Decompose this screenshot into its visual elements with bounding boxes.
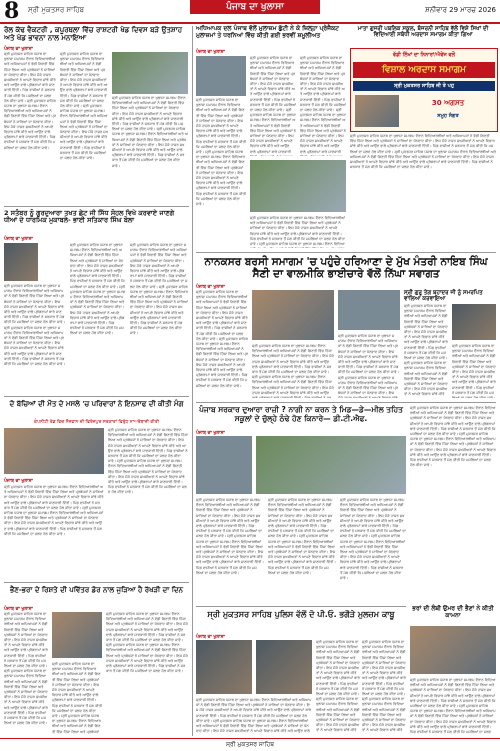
story-5-body: ਸ੍ਰੀ ਮੁਕਤਸਰ ਸਾਹਿਬ ਪੰਜਾਬ ਦਾ ਖੁਲਾਸਾ ਸਮਾਗਮ ਦੌਰਾਨ ਵਿਦਿਆਰਥੀਆਂ ਅਤੇ ਅਧਿਆਪਕਾਂ ਨੇ ਵੱਡੀ ਗਿਣਤੀ ਵਿੱਚ ਹਿੱਸਾ ਲਿਆ ਅਤੇ ਪ੍ਰਬੰਧਕਾਂ ਨੇ ਸਾਰਿਆਂ ਦਾ ਧੰਨਵਾਦ ਕੀਤਾ। ਇਸ ਮੌਕੇ ਹਾਜ਼ਰ ਸ਼ਖਸੀਅਤਾਂ ਨੇ ਆਪਣੇ ਵਿਚਾਰ ਸਾਂਝੇ ਕੀਤੇ ਅਤੇ ਆਉਣ ਵਾਲੇ ਪ੍ਰੋਗਰਾਮਾਂ ਬਾਰੇ ਜਾਣਕਾਰੀ ਦਿੱਤੀ। ਪਿੰਡ ਵਾਸੀਆਂ ਨੇ ਸਰਕਾਰ ਤੋਂ ਮੰਗ ਕੀਤੀ ਕਿ ਮਸਲਿਆਂ ਦਾ ਜਲਦ ਹੱਲ ਕੀਤਾ ਜਾਵੇ। ਸ੍ਰੀ ਮੁਕਤਸਰ ਸਾਹਿਬ ਪੰਜਾਬ ਦਾ ਖੁਲਾਸਾ ਸਮਾਗਮ ਦੌਰਾਨ ਵਿਦਿਆਰਥੀਆਂ ਅਤੇ ਅਧਿਆਪਕਾਂ ਨੇ ਵੱਡੀ ਗਿਣਤੀ ਵਿੱਚ ਹਿੱਸਾ ਲਿਆ ਅਤੇ ਪ੍ਰਬੰਧਕਾਂ ਨੇ ਸਾਰਿਆਂ ਦਾ ਧੰਨਵਾਦ ਕੀਤਾ। ਇਸ ਮੌਕੇ ਹਾਜ਼ਰ ਸ਼ਖਸੀਅਤਾਂ ਨੇ ਆਪਣੇ ਵਿਚਾਰ ਸਾਂਝੇ ਕੀਤੇ ਅਤੇ ਆਉਣ ਵਾਲੇ ਪ੍ਰੋਗਰਾਮਾਂ ਬਾਰੇ ਜਾਣਕਾਰੀ ਦਿੱਤੀ। ਪਿੰਡ ਵਾਸੀਆਂ ਨੇ ਸਰਕਾਰ ਤੋਂ ਮੰਗ ਕੀਤੀ ਕਿ ਮਸਲਿਆਂ ਦਾ ਜਲਦ ਹੱਲ ਕੀਤਾ ਜਾਵੇ।	[4, 612, 48, 726]
ad-date: 30 ਅਗਸਤ	[431, 99, 465, 107]
sports-day-photo	[112, 52, 188, 94]
edition-city: ਸ੍ਰੀ ਮੁਕਤਸਰ ਸਾਹਿਬ	[28, 6, 85, 14]
story-7-headline: ਪੰਜਾਬ ਸਰਕਾਰ ਦੁਆਰਾ ਰਾਜ਼ੀ ? ਨਾਗੀ ਨਾ ਕਰਨ ਤੇ ਮਿਡ—ਡੇ—ਮੀਲ ਤਹਿਤ ਸਕੂਲਾਂ ਦੇ ਚੁੱਲ੍ਹੇ ਠੰਢੇ ਹੋਣ ਕਿਨਾਰੇ— ਡੀ.ਟੀ.ਐਫ.	[199, 405, 403, 423]
story-1-byline: ਪੰਜਾਬ ਦਾ ਖੁਲਾਸਾ	[4, 47, 33, 52]
story-1-body: ਸ੍ਰੀ ਮੁਕਤਸਰ ਸਾਹਿਬ ਪੰਜਾਬ ਦਾ ਖੁਲਾਸਾ ਸਮਾਗਮ ਦੌਰਾਨ ਵਿਦਿਆਰਥੀਆਂ ਅਤੇ ਅਧਿਆਪਕਾਂ ਨੇ ਵੱਡੀ ਗਿਣਤੀ ਵਿੱਚ ਹਿੱਸਾ ਲਿਆ ਅਤੇ ਪ੍ਰਬੰਧਕਾਂ ਨੇ ਸਾਰਿਆਂ ਦਾ ਧੰਨਵਾਦ ਕੀਤਾ। ਇਸ ਮੌਕੇ ਹਾਜ਼ਰ ਸ਼ਖਸੀਅਤਾਂ ਨੇ ਆਪਣੇ ਵਿਚਾਰ ਸਾਂਝੇ ਕੀਤੇ ਅਤੇ ਆਉਣ ਵਾਲੇ ਪ੍ਰੋਗਰਾਮਾਂ ਬਾਰੇ ਜਾਣਕਾਰੀ ਦਿੱਤੀ। ਪਿੰਡ ਵਾਸੀਆਂ ਨੇ ਸਰਕਾਰ ਤੋਂ ਮੰਗ ਕੀਤੀ ਕਿ ਮਸਲਿਆਂ ਦਾ ਜਲਦ ਹੱਲ ਕੀਤਾ ਜਾਵੇ। ਸ੍ਰੀ ਮੁਕਤਸਰ ਸਾਹਿਬ ਪੰਜਾਬ ਦਾ ਖੁਲਾਸਾ ਸਮਾਗਮ ਦੌਰਾਨ ਵਿਦਿਆਰਥੀਆਂ ਅਤੇ ਅਧਿਆਪਕਾਂ ਨੇ ਵੱਡੀ ਗਿਣਤੀ ਵਿੱਚ ਹਿੱਸਾ ਲਿਆ ਅਤੇ ਪ੍ਰਬੰਧਕਾਂ ਨੇ ਸਾਰਿਆਂ ਦਾ ਧੰਨਵਾਦ ਕੀਤਾ। ਇਸ ਮੌਕੇ ਹਾਜ਼ਰ ਸ਼ਖਸੀਅਤਾਂ ਨੇ ਆਪਣੇ ਵਿਚਾਰ ਸਾਂਝੇ ਕੀਤੇ ਅਤੇ ਆਉਣ ਵਾਲੇ ਪ੍ਰੋਗਰਾਮਾਂ ਬਾਰੇ ਜਾਣਕਾਰੀ ਦਿੱਤੀ। ਪਿੰਡ ਵਾਸੀਆਂ ਨੇ ਸਰਕਾਰ ਤੋਂ ਮੰਗ ਕੀਤੀ ਕਿ ਮਸਲਿਆਂ ਦਾ ਜਲਦ ਹੱਲ ਕੀਤਾ ਜਾਵੇ।	[4, 52, 56, 150]
story-11-headline: ਮਾਤਾ ਗੁਜਰੀ ਪਬਲਿਕ ਸਕੂਲ, ਬੰਜਰਨੀ ਸਾਹਿਬ ਵੱਲੋਂ ਵਿਸ਼ੇ ਸਿਖਾਂ ਦੀ ਵਿਦਿਆਈ ਸਬੰਧੀ ਅਰਦਾਸ ਸਮਾਗਮ ਕੀਤਾ ਗਿਆ	[357, 26, 489, 39]
divider	[4, 206, 189, 207]
story-7-body-col3: ਸ੍ਰੀ ਮੁਕਤਸਰ ਸਾਹਿਬ ਪੰਜਾਬ ਦਾ ਖੁਲਾਸਾ ਸਮਾਗਮ ਦੌਰਾਨ ਵਿਦਿਆਰਥੀਆਂ ਅਤੇ ਅਧਿਆਪਕਾਂ ਨੇ ਵੱਡੀ ਗਿਣਤੀ ਵਿੱਚ ਹਿੱਸਾ ਲਿਆ ਅਤੇ ਪ੍ਰਬੰਧਕਾਂ ਨੇ ਸਾਰਿਆਂ ਦਾ ਧੰਨਵਾਦ ਕੀਤਾ। ਇਸ ਮੌਕੇ ਹਾਜ਼ਰ ਸ਼ਖਸੀਅਤਾਂ ਨੇ ਆਪਣੇ ਵਿਚਾਰ ਸਾਂਝੇ ਕੀਤੇ ਅਤੇ ਆਉਣ ਵਾਲੇ ਪ੍ਰੋਗਰਾਮਾਂ ਬਾਰੇ ਜਾਣਕਾਰੀ ਦਿੱਤੀ। ਪਿੰਡ ਵਾਸੀਆਂ ਨੇ ਸਰਕਾਰ ਤੋਂ ਮੰਗ ਕੀਤੀ ਕਿ ਮਸਲਿਆਂ ਦਾ ਜਲਦ ਹੱਲ ਕੀਤਾ ਜਾਵੇ। ਸ੍ਰੀ ਮੁਕਤਸਰ ਸਾਹਿਬ ਪੰਜਾਬ ਦਾ ਖੁਲਾਸਾ ਸਮਾਗਮ ਦੌਰਾਨ ਵਿਦਿਆਰਥੀਆਂ ਅਤੇ ਅਧਿਆਪਕਾਂ ਨੇ ਵੱਡੀ ਗਿਣਤੀ ਵਿੱਚ ਹਿੱਸਾ ਲਿਆ ਅਤੇ ਪ੍ਰਬੰਧਕਾਂ ਨੇ ਸਾਰਿਆਂ ਦਾ ਧੰਨਵਾਦ ਕੀਤਾ। ਇਸ ਮੌਕੇ ਹਾਜ਼ਰ ਸ਼ਖਸੀਅਤਾਂ ਨੇ ਆਪਣੇ ਵਿਚਾਰ ਸਾਂਝੇ ਕੀਤੇ ਅਤੇ ਆਉਣ ਵਾਲੇ ਪ੍ਰੋਗਰਾਮਾਂ ਬਾਰੇ ਜਾਣਕਾਰੀ ਦਿੱਤੀ। ਪਿੰਡ ਵਾਸੀਆਂ ਨੇ ਸਰਕਾਰ ਤੋਂ ਮੰਗ ਕੀਤੀ ਕਿ ਮਸਲਿਆਂ ਦਾ ਜਲਦ ਹੱਲ ਕੀਤਾ ਜਾਵੇ।	[340, 498, 406, 581]
story-7-body-col4: ਸ੍ਰੀ ਮੁਕਤਸਰ ਸਾਹਿਬ ਪੰਜਾਬ ਦਾ ਖੁਲਾਸਾ ਸਮਾਗਮ ਦੌਰਾਨ ਵਿਦਿਆਰਥੀਆਂ ਅਤੇ ਅਧਿਆਪਕਾਂ ਨੇ ਵੱਡੀ ਗਿਣਤੀ ਵਿੱਚ ਹਿੱਸਾ ਲਿਆ ਅਤੇ ਪ੍ਰਬੰਧਕਾਂ ਨੇ ਸਾਰਿਆਂ ਦਾ ਧੰਨਵਾਦ ਕੀਤਾ। ਇਸ ਮੌਕੇ ਹਾਜ਼ਰ ਸ਼ਖਸੀਅਤਾਂ ਨੇ ਆਪਣੇ ਵਿਚਾਰ ਸਾਂਝੇ ਕੀਤੇ ਅਤੇ ਆਉਣ ਵਾਲੇ ਪ੍ਰੋਗਰਾਮਾਂ ਬਾਰੇ ਜਾਣਕਾਰੀ ਦਿੱਤੀ। ਪਿੰਡ ਵਾਸੀਆਂ ਨੇ ਸਰਕਾਰ ਤੋਂ ਮੰਗ ਕੀਤੀ ਕਿ ਮਸਲਿਆਂ ਦਾ ਜਲਦ ਹੱਲ ਕੀਤਾ ਜਾਵੇ। ਸ੍ਰੀ ਮੁਕਤਸਰ ਸਾਹਿਬ ਪੰਜਾਬ ਦਾ ਖੁਲਾਸਾ ਸਮਾਗਮ ਦੌਰਾਨ ਵਿਦਿਆਰਥੀਆਂ ਅਤੇ ਅਧਿਆਪਕਾਂ ਨੇ ਵੱਡੀ ਗਿਣਤੀ ਵਿੱਚ ਹਿੱਸਾ ਲਿਆ ਅਤੇ ਪ੍ਰਬੰਧਕਾਂ ਨੇ ਸਾਰਿਆਂ ਦਾ ਧੰਨਵਾਦ ਕੀਤਾ। ਇਸ ਮੌਕੇ ਹਾਜ਼ਰ ਸ਼ਖਸੀਅਤਾਂ ਨੇ ਆਪਣੇ ਵਿਚਾਰ ਸਾਂਝੇ ਕੀਤੇ ਅਤੇ ਆਉਣ ਵਾਲੇ ਪ੍ਰੋਗਰਾਮਾਂ ਬਾਰੇ ਜਾਣਕਾਰੀ ਦਿੱਤੀ। ਪਿੰਡ ਵਾਸੀਆਂ ਨੇ ਸਰਕਾਰ ਤੋਂ ਮੰਗ ਕੀਤੀ ਕਿ ਮਸਲਿਆਂ ਦਾ ਜਲਦ ਹੱਲ ਕੀਤਾ ਜਾਵੇ।	[410, 406, 496, 468]
story-6-body-col2: ਸ੍ਰੀ ਮੁਕਤਸਰ ਸਾਹਿਬ ਪੰਜਾਬ ਦਾ ਖੁਲਾਸਾ ਸਮਾਗਮ ਦੌਰਾਨ ਵਿਦਿਆਰਥੀਆਂ ਅਤੇ ਅਧਿਆਪਕਾਂ ਨੇ ਵੱਡੀ ਗਿਣਤੀ ਵਿੱਚ ਹਿੱਸਾ ਲਿਆ ਅਤੇ ਪ੍ਰਬੰਧਕਾਂ ਨੇ ਸਾਰਿਆਂ ਦਾ ਧੰਨਵਾਦ ਕੀਤਾ। ਇਸ ਮੌਕੇ ਹਾਜ਼ਰ ਸ਼ਖਸੀਅਤਾਂ ਨੇ ਆਪਣੇ ਵਿਚਾਰ ਸਾਂਝੇ ਕੀਤੇ ਅਤੇ ਆਉਣ ਵਾਲੇ ਪ੍ਰੋਗਰਾਮਾਂ ਬਾਰੇ ਜਾਣਕਾਰੀ ਦਿੱਤੀ। ਪਿੰਡ ਵਾਸੀਆਂ ਨੇ ਸਰਕਾਰ ਤੋਂ ਮੰਗ ਕੀਤੀ ਕਿ ਮਸਲਿਆਂ ਦਾ ਜਲਦ ਹੱਲ ਕੀਤਾ ਜਾਵੇ। ਸ੍ਰੀ ਮੁਕਤਸਰ ਸਾਹਿਬ ਪੰਜਾਬ ਦਾ ਖੁਲਾਸਾ ਸਮਾਗਮ ਦੌਰਾਨ ਵਿਦਿਆਰਥੀਆਂ ਅਤੇ ਅਧਿਆਪਕਾਂ ਨੇ ਵੱਡੀ ਗਿਣਤੀ ਵਿੱਚ ਹਿੱਸਾ ਲਿਆ ਅਤੇ ਪ੍ਰਬੰਧਕਾਂ ਨੇ ਸਾਰਿਆਂ ਦਾ ਧੰਨਵਾਦ ਕੀਤਾ। ਇਸ ਮੌਕੇ ਹਾਜ਼ਰ ਸ਼ਖਸੀਅਤਾਂ ਨੇ ਆਪਣੇ ਵਿਚਾਰ ਸਾਂਝੇ ਕੀਤੇ ਅਤੇ ਆਉਣ	[252, 344, 334, 395]
story-5-byline: ਪੰਜਾਬ ਦਾ ਖੁਲਾਸਾ	[4, 607, 33, 612]
divider	[4, 582, 189, 583]
story-8-body-col3: ਸ੍ਰੀ ਮੁਕਤਸਰ ਸਾਹਿਬ ਪੰਜਾਬ ਦਾ ਖੁਲਾਸਾ ਸਮਾਗਮ ਦੌਰਾਨ ਵਿਦਿਆਰਥੀਆਂ ਅਤੇ ਅਧਿਆਪਕਾਂ ਨੇ ਵੱਡੀ ਗਿਣਤੀ ਵਿੱਚ ਹਿੱਸਾ ਲਿਆ ਅਤੇ ਪ੍ਰਬੰਧਕਾਂ ਨੇ ਸਾਰਿਆਂ ਦਾ ਧੰਨਵਾਦ ਕੀਤਾ। ਇਸ ਮੌਕੇ ਹਾਜ਼ਰ ਸ਼ਖਸੀਅਤਾਂ ਨੇ ਆਪਣੇ ਵਿਚਾਰ ਸਾਂਝੇ ਕੀਤੇ ਅਤੇ ਆਉਣ ਵਾਲੇ ਪ੍ਰੋਗਰਾਮਾਂ ਬਾਰੇ ਜਾਣਕਾਰੀ ਦਿੱਤੀ। ਪਿੰਡ ਵਾਸੀਆਂ ਨੇ ਸਰਕਾਰ ਤੋਂ ਮੰਗ ਕੀਤੀ ਕਿ ਮਸਲਿਆਂ ਦਾ ਜਲਦ ਹੱਲ ਕੀਤਾ ਜਾਵੇ। ਸ੍ਰੀ ਮੁਕਤਸਰ ਸਾਹਿਬ ਪੰਜਾਬ ਦਾ ਖੁਲਾਸਾ ਸਮਾਗਮ ਦੌਰਾਨ ਵਿਦਿਆਰਥੀਆਂ ਅਤੇ ਅਧਿਆਪਕਾਂ ਨੇ ਵੱਡੀ ਗਿਣਤੀ ਵਿੱਚ ਹਿੱਸਾ ਲਿਆ ਅਤੇ ਪ੍ਰਬੰਧਕਾਂ ਨੇ ਸਾਰਿਆਂ ਦਾ ਧੰਨਵਾਦ ਕੀਤਾ। ਇਸ ਮੌਕੇ ਹਾਜ਼ਰ ਸ਼ਖਸੀਅਤਾਂ ਨੇ ਆਪਣੇ ਵਿਚਾਰ ਸਾਂਝੇ ਕੀਤੇ ਅਤੇ ਆਉਣ ਵਾਲੇ	[196, 698, 312, 734]
story-4-body: ਸ੍ਰੀ ਮੁਕਤਸਰ ਸਾਹਿਬ ਪੰਜਾਬ ਦਾ ਖੁਲਾਸਾ ਸਮਾਗਮ ਦੌਰਾਨ ਵਿਦਿਆਰਥੀਆਂ ਅਤੇ ਅਧਿਆਪਕਾਂ ਨੇ ਵੱਡੀ ਗਿਣਤੀ ਵਿੱਚ ਹਿੱਸਾ ਲਿਆ ਅਤੇ ਪ੍ਰਬੰਧਕਾਂ ਨੇ ਸਾਰਿਆਂ ਦਾ ਧੰਨਵਾਦ ਕੀਤਾ। ਇਸ ਮੌਕੇ ਹਾਜ਼ਰ ਸ਼ਖਸੀਅਤਾਂ ਨੇ ਆਪਣੇ ਵਿਚਾਰ ਸਾਂਝੇ ਕੀਤੇ ਅਤੇ ਆਉਣ ਵਾਲੇ ਪ੍ਰੋਗਰਾਮਾਂ ਬਾਰੇ ਜਾਣਕਾਰੀ ਦਿੱਤੀ। ਪਿੰਡ ਵਾਸੀਆਂ ਨੇ ਸਰਕਾਰ ਤੋਂ ਮੰਗ ਕੀਤੀ ਕਿ ਮਸਲਿਆਂ ਦਾ ਜਲਦ ਹੱਲ ਕੀਤਾ ਜਾਵੇ। ਸ੍ਰੀ ਮੁਕਤਸਰ ਸਾਹਿਬ ਪੰਜਾਬ ਦਾ ਖੁਲਾਸਾ ਸਮਾਗਮ ਦੌਰਾਨ ਵਿਦਿਆਰਥੀਆਂ ਅਤੇ ਅਧਿਆਪਕਾਂ ਨੇ ਵੱਡੀ ਗਿਣਤੀ ਵਿੱਚ ਹਿੱਸਾ ਲਿਆ ਅਤੇ ਪ੍ਰਬੰਧਕਾਂ ਨੇ ਸਾਰਿਆਂ ਦਾ ਧੰਨਵਾਦ ਕੀਤਾ। ਇਸ ਮੌਕੇ ਹਾਜ਼ਰ ਸ਼ਖਸੀਅਤਾਂ ਨੇ ਆਪਣੇ ਵਿਚਾਰ ਸਾਂਝੇ ਕੀਤੇ ਅਤੇ ਆਉਣ ਵਾਲੇ ਪ੍ਰੋਗਰਾਮਾਂ ਬਾਰੇ ਜਾਣਕਾਰੀ ਦਿੱਤੀ। ਪਿੰਡ ਵਾਸੀਆਂ ਨੇ ਸਰਕਾਰ ਤੋਂ ਮੰਗ ਕੀਤੀ ਕਿ ਮਸਲਿਆਂ ਦਾ ਜਲਦ ਹੱਲ ਕੀਤਾ ਜਾਵੇ।	[108, 428, 188, 495]
divider	[196, 402, 496, 403]
story-8-body: ਸ੍ਰੀ ਮੁਕਤਸਰ ਸਾਹਿਬ ਪੰਜਾਬ ਦਾ ਖੁਲਾਸਾ ਸਮਾਗਮ ਦੌਰਾਨ ਵਿਦਿਆਰਥੀਆਂ ਅਤੇ ਅਧਿਆਪਕਾਂ ਨੇ ਵੱਡੀ ਗਿਣਤੀ ਵਿੱਚ ਹਿੱਸਾ ਲਿਆ ਅਤੇ ਪ੍ਰਬੰਧਕਾਂ ਨੇ ਸਾਰਿਆਂ ਦਾ ਧੰਨਵਾਦ ਕੀਤਾ। ਇਸ ਮੌਕੇ ਹਾਜ਼ਰ ਸ਼ਖਸੀਅਤਾਂ ਨੇ ਆਪਣੇ ਵਿਚਾਰ ਸਾਂਝੇ ਕੀਤੇ ਅਤੇ ਆਉਣ ਵਾਲੇ ਪ੍ਰੋਗਰਾਮਾਂ ਬਾਰੇ ਜਾਣਕਾਰੀ ਦਿੱਤੀ। ਪਿੰਡ ਵਾਸੀਆਂ ਨੇ ਸਰਕਾਰ ਤੋਂ ਮੰਗ ਕੀਤੀ ਕਿ ਮਸਲਿਆਂ ਦਾ ਜਲਦ ਹੱਲ ਕੀਤਾ ਜਾਵੇ। ਸ੍ਰੀ ਮੁਕਤਸਰ ਸਾਹਿਬ ਪੰਜਾਬ ਦਾ ਖੁਲਾਸਾ ਸਮਾਗਮ ਦੌਰਾਨ ਵਿਦਿਆਰਥੀਆਂ ਅਤੇ ਅਧਿਆਪਕਾਂ ਨੇ ਵੱਡੀ ਗਿਣਤੀ ਵਿੱਚ ਹਿੱਸਾ ਲਿਆ ਅਤੇ ਪ੍ਰਬੰਧਕਾਂ ਨੇ ਸਾਰਿਆਂ ਦਾ ਧੰਨਵਾਦ ਕੀਤਾ। ਇਸ ਮੌਕੇ ਹਾਜ਼ਰ ਸ਼ਖਸੀਅਤਾਂ ਨੇ ਆਪਣੇ ਵਿਚਾਰ ਸਾਂਝੇ ਕੀਤੇ	[316, 640, 360, 733]
story-6-body: ਸ੍ਰੀ ਮੁਕਤਸਰ ਸਾਹਿਬ ਪੰਜਾਬ ਦਾ ਖੁਲਾਸਾ ਸਮਾਗਮ ਦੌਰਾਨ ਵਿਦਿਆਰਥੀਆਂ ਅਤੇ ਅਧਿਆਪਕਾਂ ਨੇ ਵੱਡੀ ਗਿਣਤੀ ਵਿੱਚ ਹਿੱਸਾ ਲਿਆ ਅਤੇ ਪ੍ਰਬੰਧਕਾਂ ਨੇ ਸਾਰਿਆਂ ਦਾ ਧੰਨਵਾਦ ਕੀਤਾ। ਇਸ ਮੌਕੇ ਹਾਜ਼ਰ ਸ਼ਖਸੀਅਤਾਂ ਨੇ ਆਪਣੇ ਵਿਚਾਰ ਸਾਂਝੇ ਕੀਤੇ ਅਤੇ ਆਉਣ ਵਾਲੇ ਪ੍ਰੋਗਰਾਮਾਂ ਬਾਰੇ ਜਾਣਕਾਰੀ ਦਿੱਤੀ। ਪਿੰਡ ਵਾਸੀਆਂ ਨੇ ਸਰਕਾਰ ਤੋਂ ਮੰਗ ਕੀਤੀ ਕਿ ਮਸਲਿਆਂ ਦਾ ਜਲਦ ਹੱਲ ਕੀਤਾ ਜਾਵੇ। ਸ੍ਰੀ ਮੁਕਤਸਰ ਸਾਹਿਬ ਪੰਜਾਬ ਦਾ ਖੁਲਾਸਾ ਸਮਾਗਮ ਦੌਰਾਨ ਵਿਦਿਆਰਥੀਆਂ ਅਤੇ ਅਧਿਆਪਕਾਂ ਨੇ ਵੱਡੀ ਗਿਣਤੀ ਵਿੱਚ ਹਿੱਸਾ ਲਿਆ ਅਤੇ ਪ੍ਰਬੰਧਕਾਂ ਨੇ ਸਾਰਿਆਂ ਦਾ ਧੰਨਵਾਦ ਕੀਤਾ। ਇਸ ਮੌਕੇ ਹਾਜ਼ਰ ਸ਼ਖਸੀਅਤਾਂ ਨੇ ਆਪਣੇ ਵਿਚਾਰ ਸਾਂਝੇ ਕੀਤੇ ਅਤੇ ਆਉਣ ਵਾਲੇ ਪ੍ਰੋਗਰਾਮਾਂ ਬਾਰੇ ਜਾਣਕਾਰੀ ਦਿੱਤੀ। ਪਿੰਡ ਵਾਸੀਆਂ ਨੇ ਸਰਕਾਰ ਤੋਂ ਮੰਗ ਕੀਤੀ ਕਿ ਮਸਲਿਆਂ ਦਾ ਜਲਦ ਹੱਲ ਕੀਤਾ ਜਾਵੇ।	[196, 290, 248, 388]
portrait-photo	[4, 243, 38, 281]
divider	[4, 396, 189, 397]
page-number: 8	[4, 0, 20, 24]
story-6-body-col3: ਸ੍ਰੀ ਮੁਕਤਸਰ ਸਾਹਿਬ ਪੰਜਾਬ ਦਾ ਖੁਲਾਸਾ ਸਮਾਗਮ ਦੌਰਾਨ ਵਿਦਿਆਰਥੀਆਂ ਅਤੇ ਅਧਿਆਪਕਾਂ ਨੇ ਵੱਡੀ ਗਿਣਤੀ ਵਿੱਚ ਹਿੱਸਾ ਲਿਆ ਅਤੇ ਪ੍ਰਬੰਧਕਾਂ ਨੇ ਸਾਰਿਆਂ ਦਾ ਧੰਨਵਾਦ ਕੀਤਾ। ਇਸ ਮੌਕੇ ਹਾਜ਼ਰ ਸ਼ਖਸੀਅਤਾਂ ਨੇ ਆਪਣੇ ਵਿਚਾਰ ਸਾਂਝੇ ਕੀਤੇ ਅਤੇ ਆਉਣ ਵਾਲੇ ਪ੍ਰੋਗਰਾਮਾਂ ਬਾਰੇ ਜਾਣਕਾਰੀ ਦਿੱਤੀ। ਪਿੰਡ ਵਾਸੀਆਂ ਨੇ ਸਰਕਾਰ ਤੋਂ ਮੰਗ ਕੀਤੀ ਕਿ ਮਸਲਿਆਂ ਦਾ ਜਲਦ ਹੱਲ ਕੀਤਾ ਜਾਵੇ। ਸ੍ਰੀ ਮੁਕਤਸਰ ਸਾਹਿਬ ਪੰਜਾਬ ਦਾ ਖੁਲਾਸਾ ਸਮਾਗਮ ਦੌਰਾਨ ਵਿਦਿਆਰਥੀਆਂ ਅਤੇ ਅਧਿਆਪਕਾਂ ਨੇ ਵੱਡੀ ਗਿਣਤੀ ਵਿੱਚ ਹਿੱਸਾ ਲਿਆ ਅਤੇ ਪ੍ਰਬੰਧਕਾਂ ਨੇ ਸਾਰਿਆਂ ਦਾ ਧੰਨਵਾਦ ਕੀਤਾ। ਇਸ	[338, 334, 399, 396]
gathering-photo	[338, 290, 400, 330]
story-2-byline: ਪੰਜਾਬ ਦਾ ਖੁਲਾਸਾ	[196, 50, 225, 55]
story-7-body-col2: ਸ੍ਰੀ ਮੁਕਤਸਰ ਸਾਹਿਬ ਪੰਜਾਬ ਦਾ ਖੁਲਾਸਾ ਸਮਾਗਮ ਦੌਰਾਨ ਵਿਦਿਆਰਥੀਆਂ ਅਤੇ ਅਧਿਆਪਕਾਂ ਨੇ ਵੱਡੀ ਗਿਣਤੀ ਵਿੱਚ ਹਿੱਸਾ ਲਿਆ ਅਤੇ ਪ੍ਰਬੰਧਕਾਂ ਨੇ ਸਾਰਿਆਂ ਦਾ ਧੰਨਵਾਦ ਕੀਤਾ। ਇਸ ਮੌਕੇ ਹਾਜ਼ਰ ਸ਼ਖਸੀਅਤਾਂ ਨੇ ਆਪਣੇ ਵਿਚਾਰ ਸਾਂਝੇ ਕੀਤੇ ਅਤੇ ਆਉਣ ਵਾਲੇ ਪ੍ਰੋਗਰਾਮਾਂ ਬਾਰੇ ਜਾਣਕਾਰੀ ਦਿੱਤੀ। ਪਿੰਡ ਵਾਸੀਆਂ ਨੇ ਸਰਕਾਰ ਤੋਂ ਮੰਗ ਕੀਤੀ ਕਿ ਮਸਲਿਆਂ ਦਾ ਜਲਦ ਹੱਲ ਕੀਤਾ ਜਾਵੇ। ਸ੍ਰੀ ਮੁਕਤਸਰ ਸਾਹਿਬ ਪੰਜਾਬ ਦਾ ਖੁਲਾਸਾ ਸਮਾਗਮ ਦੌਰਾਨ ਵਿਦਿਆਰਥੀਆਂ ਅਤੇ ਅਧਿਆਪਕਾਂ ਨੇ ਵੱਡੀ ਗਿਣਤੀ ਵਿੱਚ ਹਿੱਸਾ ਲਿਆ ਅਤੇ ਪ੍ਰਬੰਧਕਾਂ ਨੇ ਸਾਰਿਆਂ ਦਾ ਧੰਨਵਾਦ ਕੀਤਾ। ਇਸ ਮੌਕੇ ਹਾਜ਼ਰ ਸ਼ਖਸੀਅਤਾਂ ਨੇ ਆਪਣੇ ਵਿਚਾਰ ਸਾਂਝੇ ਕੀਤੇ ਅਤੇ ਆਉਣ ਵਾਲੇ ਪ੍ਰੋਗਰਾਮਾਂ ਬਾਰੇ ਜਾਣਕਾਰੀ ਦਿੱਤੀ। ਪਿੰਡ ਵਾਸੀਆਂ ਨੇ ਸਰਕਾਰ ਤੋਂ ਮੰਗ ਕੀਤੀ ਕਿ ਮਸਲਿਆਂ ਦਾ ਜਲਦ ਹੱਲ ਕੀਤਾ ਜਾਵੇ।	[268, 498, 336, 575]
story-11-body: ਸ੍ਰੀ ਮੁਕਤਸਰ ਸਾਹਿਬ ਪੰਜਾਬ ਦਾ ਖੁਲਾਸਾ ਸਮਾਗਮ ਦੌਰਾਨ ਵਿਦਿਆਰਥੀਆਂ ਅਤੇ ਅਧਿਆਪਕਾਂ ਨੇ ਵੱਡੀ ਗਿਣਤੀ ਵਿੱਚ ਹਿੱਸਾ ਲਿਆ ਅਤੇ ਪ੍ਰਬੰਧਕਾਂ ਨੇ ਸਾਰਿਆਂ ਦਾ ਧੰਨਵਾਦ ਕੀਤਾ। ਇਸ ਮੌਕੇ ਹਾਜ਼ਰ ਸ਼ਖਸੀਅਤਾਂ ਨੇ ਆਪਣੇ ਵਿਚਾਰ ਸਾਂਝੇ ਕੀਤੇ ਅਤੇ ਆਉਣ ਵਾਲੇ ਪ੍ਰੋਗਰਾਮਾਂ ਬਾਰੇ ਜਾਣਕਾਰੀ ਦਿੱਤੀ। ਪਿੰਡ ਵਾਸੀਆਂ ਨੇ ਸਰਕਾਰ ਤੋਂ ਮੰਗ ਕੀਤੀ ਕਿ ਮਸਲਿਆਂ ਦਾ ਜਲਦ ਹੱਲ ਕੀਤਾ ਜਾਵੇ। ਸ੍ਰੀ ਮੁਕਤਸਰ ਸਾਹਿਬ ਪੰਜਾਬ ਦਾ ਖੁਲਾਸਾ ਸਮਾਗਮ ਦੌਰਾਨ ਵਿਦਿਆਰਥੀਆਂ ਅਤੇ ਅਧਿਆਪਕਾਂ ਨੇ ਵੱਡੀ ਗਿਣਤੀ ਵਿੱਚ ਹਿੱਸਾ ਲਿਆ ਅਤੇ ਪ੍ਰਬੰਧਕਾਂ ਨੇ ਸਾਰਿਆਂ ਦਾ ਧੰਨਵਾਦ ਕੀਤਾ। ਇਸ ਮੌਕੇ ਹਾਜ਼ਰ ਸ਼ਖਸੀਅਤਾਂ ਨੇ ਆਪਣੇ ਵਿਚਾਰ ਸਾਂਝੇ ਕੀਤੇ ਅਤੇ ਆਉਣ ਵਾਲੇ ਪ੍ਰੋਗਰਾਮਾਂ ਬਾਰੇ ਜਾਣਕਾਰੀ ਦਿੱਤੀ। ਪਿੰਡ ਵਾਸੀਆਂ ਨੇ ਸਰਕਾਰ ਤੋਂ ਮੰਗ ਕੀਤੀ ਕਿ ਮਸਲਿਆਂ ਦਾ ਜਲਦ ਹੱਲ ਕੀਤਾ ਜਾਵੇ।	[350, 134, 496, 170]
divider	[196, 606, 406, 607]
story-7-body: ਸ੍ਰੀ ਮੁਕਤਸਰ ਸਾਹਿਬ ਪੰਜਾਬ ਦਾ ਖੁਲਾਸਾ ਸਮਾਗਮ ਦੌਰਾਨ ਵਿਦਿਆਰਥੀਆਂ ਅਤੇ ਅਧਿਆਪਕਾਂ ਨੇ ਵੱਡੀ ਗਿਣਤੀ ਵਿੱਚ ਹਿੱਸਾ ਲਿਆ ਅਤੇ ਪ੍ਰਬੰਧਕਾਂ ਨੇ ਸਾਰਿਆਂ ਦਾ ਧੰਨਵਾਦ ਕੀਤਾ। ਇਸ ਮੌਕੇ ਹਾਜ਼ਰ ਸ਼ਖਸੀਅਤਾਂ ਨੇ ਆਪਣੇ ਵਿਚਾਰ ਸਾਂਝੇ ਕੀਤੇ ਅਤੇ ਆਉਣ ਵਾਲੇ ਪ੍ਰੋਗਰਾਮਾਂ ਬਾਰੇ ਜਾਣਕਾਰੀ ਦਿੱਤੀ। ਪਿੰਡ ਵਾਸੀਆਂ ਨੇ ਸਰਕਾਰ ਤੋਂ ਮੰਗ ਕੀਤੀ ਕਿ ਮਸਲਿਆਂ ਦਾ ਜਲਦ ਹੱਲ ਕੀਤਾ ਜਾਵੇ। ਸ੍ਰੀ ਮੁਕਤਸਰ ਸਾਹਿਬ ਪੰਜਾਬ ਦਾ ਖੁਲਾਸਾ ਸਮਾਗਮ ਦੌਰਾਨ ਵਿਦਿਆਰਥੀਆਂ ਅਤੇ ਅਧਿਆਪਕਾਂ ਨੇ ਵੱਡੀ ਗਿਣਤੀ ਵਿੱਚ ਹਿੱਸਾ ਲਿਆ ਅਤੇ ਪ੍ਰਬੰਧਕਾਂ ਨੇ ਸਾਰਿਆਂ ਦਾ ਧੰਨਵਾਦ ਕੀਤਾ। ਇਸ ਮੌਕੇ ਹਾਜ਼ਰ ਸ਼ਖਸੀਅਤਾਂ ਨੇ ਆਪਣੇ ਵਿਚਾਰ ਸਾਂਝੇ ਕੀਤੇ ਅਤੇ ਆਉਣ ਵਾਲੇ ਪ੍ਰੋਗਰਾਮਾਂ ਬਾਰੇ ਜਾਣਕਾਰੀ ਦਿੱਤੀ। ਪਿੰਡ ਵਾਸੀਆਂ ਨੇ ਸਰਕਾਰ ਤੋਂ ਮੰਗ ਕੀਤੀ ਕਿ ਮਸਲਿਆਂ ਦਾ ਜਲਦ ਹੱਲ ਕੀਤਾ ਜਾਵੇ।	[196, 498, 264, 575]
story-5-headline: ਭੈਣ-ਭਰਾ ਦੇ ਰਿਸ਼ਤੇ ਦੀ ਪਵਿੱਤਰ ਡੋਰ ਨਾਲ ਜੁੜਿਆ ਹੈ ਰੱਖੜੀ ਦਾ ਦਿਨ	[10, 586, 183, 594]
gurdwara-photo	[452, 304, 496, 340]
story-10-body-col2: ਸ੍ਰੀ ਮੁਕਤਸਰ ਸਾਹਿਬ ਪੰਜਾਬ ਦਾ ਖੁਲਾਸਾ ਸਮਾਗਮ ਦੌਰਾਨ ਵਿਦਿਆਰਥੀਆਂ ਅਤੇ ਅਧਿਆਪਕਾਂ ਨੇ ਵੱਡੀ ਗਿਣਤੀ ਵਿੱਚ ਹਿੱਸਾ ਲਿਆ ਅਤੇ ਪ੍ਰਬੰਧਕਾਂ ਨੇ ਸਾਰਿਆਂ ਦਾ ਧੰਨਵਾਦ ਕੀਤਾ। ਇਸ ਮੌਕੇ ਹਾਜ਼ਰ ਸ਼ਖਸੀਅਤਾਂ ਨੇ ਆਪਣੇ ਵਿਚਾਰ ਸਾਂਝੇ ਕੀਤੇ ਅਤੇ ਆਉਣ ਵਾਲੇ ਪ੍ਰੋਗਰਾਮਾਂ ਬਾਰੇ ਜਾਣਕਾਰੀ ਦਿੱਤੀ। ਪਿੰਡ ਵਾਸੀਆਂ ਨੇ ਸਰਕਾਰ ਤੋਂ ਮੰਗ ਕੀਤੀ ਕਿ ਮਸ	[452, 344, 496, 395]
story-6-headline: ਨਾਨਕਸਰ ਬਰਸੀ ਸਮਾਗਮ 'ਚ ਪਹੁੰਚੇ ਹਰਿਆਣਾ ਦੇ ਮੁੱਖ ਮੰਤਰੀ ਨਾਇਬ ਸਿੰਘ ਸੈਣੀ ਦਾ ਵਾਲਮੀਕਿ ਭਾਈਚਾਰੇ ਵੱਲੋਂ ਨਿੱਘਾ ਸਵਾਗਤ	[204, 256, 488, 281]
story-4-headline: ਦੋ ਬੱਚਿਆਂ ਦੀ ਮੌਤ ਦੇ ਮਸਲੇ 'ਚ ਪਰਿਵਾਰਾਂ ਨੇ ਇਨਸਾਫ ਦੀ ਕੀਤੀ ਮੰਗ	[9, 400, 184, 408]
story-2-headline: ਅਧਿਆਪਕ ਦਲ ਪੰਜਾਬ ਵੱਲੋਂ ਮੁਲਾਜ਼ਮ ਛੁੱਟੀ ਨੇ ਕੋ ਜ਼ਿਲ੍ਹਾ ਪ੍ਰੋਜੈਕਟ ਮੁਲਾਜ਼ਮਾਂ ਤੇ ਧਰਨਿਆਂ ਵਿੱਚ ਕੀਤੀ ਗਈ ਭਰਵੀਂ ਸ਼ਮੂਲੀਅਤ	[196, 25, 340, 39]
page-header	[0, 0, 500, 24]
story-10-headline: ਸ੍ਰੀ ਗੁਰੂ ਤੇਗ ਬਹਾਦਰ ਜੀ ਨੂੰ ਸਮਰਪਿਤ ਵਾਲਿਆ ਕਰਵਾਇਆ	[404, 290, 483, 303]
ad-banner: ਵਿਸ਼ਾਲ ਅਰਦਾਸ ਸਮਾਗਮ	[353, 62, 495, 78]
story-10-body: ਸ੍ਰੀ ਮੁਕਤਸਰ ਸਾਹਿਬ ਪੰਜਾਬ ਦਾ ਖੁਲਾਸਾ ਸਮਾਗਮ ਦੌਰਾਨ ਵਿਦਿਆਰਥੀਆਂ ਅਤੇ ਅਧਿਆਪਕਾਂ ਨੇ ਵੱਡੀ ਗਿਣਤੀ ਵਿੱਚ ਹਿੱਸਾ ਲਿਆ ਅਤੇ ਪ੍ਰਬੰਧਕਾਂ ਨੇ ਸਾਰਿਆਂ ਦਾ ਧੰਨਵਾਦ ਕੀਤਾ। ਇਸ ਮੌਕੇ ਹਾਜ਼ਰ ਸ਼ਖਸੀਅਤਾਂ ਨੇ ਆਪਣੇ ਵਿਚਾਰ ਸਾਂਝੇ ਕੀਤੇ ਅਤੇ ਆਉਣ ਵਾਲੇ ਪ੍ਰੋਗਰਾਮਾਂ ਬਾਰੇ ਜਾਣਕਾਰੀ ਦਿੱਤੀ। ਪਿੰਡ ਵਾਸੀਆਂ ਨੇ ਸਰਕਾਰ ਤੋਂ ਮੰਗ ਕੀਤੀ ਕਿ ਮਸਲਿਆਂ ਦਾ ਜਲਦ ਹੱਲ ਕੀਤਾ ਜਾਵੇ। ਸ੍ਰੀ ਮੁਕਤਸਰ ਸਾਹਿਬ ਪੰਜਾਬ ਦਾ ਖੁਲਾਸਾ ਸਮਾਗਮ ਦੌਰਾਨ ਵਿਦਿਆਰਥੀਆਂ ਅਤੇ ਅਧਿਆਪਕਾਂ ਨੇ ਵੱਡੀ ਗਿਣਤੀ ਵਿੱਚ ਹਿੱਸਾ ਲਿਆ ਅਤੇ ਪ੍ਰਬੰਧਕਾਂ ਨੇ ਸਾਰਿਆਂ ਦਾ ਧੰਨਵਾਦ ਕੀਤਾ। ਇਸ ਮੌਕੇ ਹਾਜ਼ਰ ਸ਼ਖਸੀਅਤਾਂ ਨੇ ਆਪਣੇ ਵਿਚਾਰ ਸਾਂਝੇ ਕੀਤੇ	[404, 304, 448, 397]
story-8-body-col2: ਸ੍ਰੀ ਮੁਕਤਸਰ ਸਾਹਿਬ ਪੰਜਾਬ ਦਾ ਖੁਲਾਸਾ ਸਮਾਗਮ ਦੌਰਾਨ ਵਿਦਿਆਰਥੀਆਂ ਅਤੇ ਅਧਿਆਪਕਾਂ ਨੇ ਵੱਡੀ ਗਿਣਤੀ ਵਿੱਚ ਹਿੱਸਾ ਲਿਆ ਅਤੇ ਪ੍ਰਬੰਧਕਾਂ ਨੇ ਸਾਰਿਆਂ ਦਾ ਧੰਨਵਾਦ ਕੀਤਾ। ਇਸ ਮੌਕੇ ਹਾਜ਼ਰ ਸ਼ਖਸੀਅਤਾਂ ਨੇ ਆਪਣੇ ਵਿਚਾਰ ਸਾਂਝੇ ਕੀਤੇ ਅਤੇ ਆਉਣ ਵਾਲੇ ਪ੍ਰੋਗਰਾਮਾਂ ਬਾਰੇ ਜਾਣਕਾਰੀ ਦਿੱਤੀ। ਪਿੰਡ ਵਾਸੀਆਂ ਨੇ ਸਰਕਾਰ ਤੋਂ ਮੰਗ ਕੀਤੀ ਕਿ ਮਸਲਿਆਂ ਦਾ ਜਲਦ ਹੱਲ ਕੀਤਾ ਜਾਵੇ। ਸ੍ਰੀ ਮੁਕਤਸਰ ਸਾਹਿਬ ਪੰਜਾਬ ਦਾ ਖੁਲਾਸਾ ਸਮਾਗਮ ਦੌਰਾਨ ਵਿਦਿਆਰਥੀਆਂ ਅਤੇ ਅਧਿਆਪਕਾਂ ਨੇ ਵੱਡੀ ਗਿਣਤੀ ਵਿੱਚ ਹਿੱਸਾ ਲਿਆ ਅਤੇ ਪ੍ਰਬੰਧਕਾਂ ਨੇ ਸਾਰਿਆਂ ਦਾ ਧੰਨਵਾਦ ਕੀਤਾ। ਇਸ ਮੌਕੇ ਹਾਜ਼ਰ ਸ਼ਖਸੀਅਤਾਂ ਨੇ ਆਪਣੇ ਵਿਚਾਰ ਸਾਂਝੇ ਕੀਤੇ	[362, 640, 406, 733]
masthead: ਪੰਜਾਬ ਦਾ ਖੁਲਾਸਾ	[190, 0, 320, 14]
story-2-body-col2: ਸ੍ਰੀ ਮੁਕਤਸਰ ਸਾਹਿਬ ਪੰਜਾਬ ਦਾ ਖੁਲਾਸਾ ਸਮਾਗਮ ਦੌਰਾਨ ਵਿਦਿਆਰਥੀਆਂ ਅਤੇ ਅਧਿਆਪਕਾਂ ਨੇ ਵੱਡੀ ਗਿਣਤੀ ਵਿੱਚ ਹਿੱਸਾ ਲਿਆ ਅਤੇ ਪ੍ਰਬੰਧਕਾਂ ਨੇ ਸਾਰਿਆਂ ਦਾ ਧੰਨਵਾਦ ਕੀਤਾ। ਇਸ ਮੌਕੇ ਹਾਜ਼ਰ ਸ਼ਖਸੀਅਤਾਂ ਨੇ ਆਪਣੇ ਵਿਚਾਰ ਸਾਂਝੇ ਕੀਤੇ ਅਤੇ ਆਉਣ ਵਾਲੇ ਪ੍ਰੋਗਰਾਮਾਂ ਬਾਰੇ ਜਾਣਕਾਰੀ ਦਿੱਤੀ। ਪਿੰਡ ਵਾਸੀਆਂ ਨੇ ਸਰਕਾਰ ਤੋਂ ਮੰਗ ਕੀਤੀ ਕਿ ਮਸਲਿਆਂ ਦਾ ਜਲਦ ਹੱਲ ਕੀਤਾ ਜਾਵੇ। ਸ੍ਰੀ ਮੁਕਤਸਰ ਸਾਹਿਬ ਪੰਜਾਬ ਦਾ ਖੁਲਾਸਾ ਸਮਾਗਮ ਦੌਰਾਨ ਵਿਦਿਆਰਥੀਆਂ ਅਤੇ ਅਧਿਆਪਕਾਂ ਨੇ ਵੱਡੀ ਗਿਣਤੀ ਵਿੱਚ ਹਿੱਸਾ ਲਿਆ ਅਤੇ ਪ੍ਰਬੰਧਕਾਂ ਨੇ ਸਾਰਿਆਂ ਦਾ ਧੰਨਵਾਦ ਕੀਤਾ। ਇਸ ਮੌਕੇ ਹਾਜ਼ਰ ਸ਼ਖਸੀਅਤਾਂ ਨੇ ਆਪਣੇ ਵਿਚਾਰ ਸਾਂਝੇ ਕੀਤੇ ਅਤੇ ਆਉਣ ਵਾਲੇ ਪ੍ਰੋਗਰਾਮਾਂ ਬਾਰੇ ਜਾਣਕਾਰੀ	[250, 56, 296, 154]
story-7-byline: ਪੰਜਾਬ ਦਾ ਖੁਲਾਸਾ	[196, 431, 225, 436]
story-5-body-col2: ਸ੍ਰੀ ਮੁਕਤਸਰ ਸਾਹਿਬ ਪੰਜਾਬ ਦਾ ਖੁਲਾਸਾ ਸਮਾਗਮ ਦੌਰਾਨ ਵਿਦਿਆਰਥੀਆਂ ਅਤੇ ਅਧਿਆਪਕਾਂ ਨੇ ਵੱਡੀ ਗਿਣਤੀ ਵਿੱਚ ਹਿੱਸਾ ਲਿਆ ਅਤੇ ਪ੍ਰਬੰਧਕਾਂ ਨੇ ਸਾਰਿਆਂ ਦਾ ਧੰਨਵਾਦ ਕੀਤਾ। ਇਸ ਮੌਕੇ ਹਾਜ਼ਰ ਸ਼ਖਸੀਅਤਾਂ ਨੇ ਆਪਣੇ ਵਿਚਾਰ ਸਾਂਝੇ ਕੀਤੇ ਅਤੇ ਆਉਣ ਵਾਲੇ ਪ੍ਰੋਗਰਾਮਾਂ ਬਾਰੇ ਜਾਣਕਾਰੀ ਦਿੱਤੀ। ਪਿੰਡ ਵਾਸੀਆਂ ਨੇ ਸਰਕਾਰ ਤੋਂ ਮੰਗ ਕੀਤੀ ਕਿ ਮਸਲਿਆਂ ਦਾ ਜਲਦ ਹੱਲ ਕੀਤਾ ਜਾਵੇ। ਸ੍ਰੀ ਮੁਕਤਸਰ ਸਾਹਿਬ ਪੰਜਾਬ ਦਾ ਖੁਲਾਸਾ ਸਮਾਗਮ ਦੌਰਾਨ ਵਿਦਿਆਰਥੀਆਂ ਅਤੇ ਅਧਿਆਪਕਾਂ ਨੇ ਵੱਡੀ ਗਿਣਤੀ ਵਿੱਚ ਹਿੱਸਾ ਲਿਆ ਅਤੇ ਪ੍ਰਬੰਧਕਾਂ	[52, 662, 102, 734]
story-8-byline: ਪੰਜਾਬ ਦਾ ਖੁਲਾਸਾ	[196, 635, 225, 640]
union-group-photo	[250, 160, 346, 212]
divider	[196, 252, 496, 253]
teachers-front-photo	[196, 436, 252, 494]
sisters-photo	[410, 626, 496, 674]
accused-photo-2	[256, 640, 312, 694]
protest-photo	[196, 56, 246, 96]
story-4-subhead: ਕੰਪਨੀਟੀ ਰੋਡ ਵਿਚ ਨੌਜਵਾਨ ਦੀ ਫਿਰੋਜ਼ਪੁਰ ਸਰਕਾਰਾਂ ਵਿਰੁੱਧ ਨਾਅਰੇਬਾਜ਼ੀ ਕੀਤੀ	[34, 420, 159, 425]
story-3-byline: ਪੰਜਾਬ ਦਾ ਖੁਲਾਸਾ	[4, 237, 33, 242]
story-2-body: ਸ੍ਰੀ ਮੁਕਤਸਰ ਸਾਹਿਬ ਪੰਜਾਬ ਦਾ ਖੁਲਾਸਾ ਸਮਾਗਮ ਦੌਰਾਨ ਵਿਦਿਆਰਥੀਆਂ ਅਤੇ ਅਧਿਆਪਕਾਂ ਨੇ ਵੱਡੀ ਗਿਣਤੀ ਵਿੱਚ ਹਿੱਸਾ ਲਿਆ ਅਤੇ ਪ੍ਰਬੰਧਕਾਂ ਨੇ ਸਾਰਿਆਂ ਦਾ ਧੰਨਵਾਦ ਕੀਤਾ। ਇਸ ਮੌਕੇ ਹਾਜ਼ਰ ਸ਼ਖਸੀਅਤਾਂ ਨੇ ਆਪਣੇ ਵਿਚਾਰ ਸਾਂਝੇ ਕੀਤੇ ਅਤੇ ਆਉਣ ਵਾਲੇ ਪ੍ਰੋਗਰਾਮਾਂ ਬਾਰੇ ਜਾਣਕਾਰੀ ਦਿੱਤੀ। ਪਿੰਡ ਵਾਸੀਆਂ ਨੇ ਸਰਕਾਰ ਤੋਂ ਮੰਗ ਕੀਤੀ ਕਿ ਮਸਲਿਆਂ ਦਾ ਜਲਦ ਹੱਲ ਕੀਤਾ ਜਾਵੇ। ਸ੍ਰੀ ਮੁਕਤਸਰ ਸਾਹਿਬ ਪੰਜਾਬ ਦਾ ਖੁਲਾਸਾ ਸਮਾਗਮ ਦੌਰਾਨ ਵਿਦਿਆਰਥੀਆਂ ਅਤੇ ਅਧਿਆਪਕਾਂ ਨੇ ਵੱਡੀ ਗਿਣਤੀ ਵਿੱਚ ਹਿੱਸਾ ਲਿਆ ਅਤੇ ਪ੍ਰਬੰਧਕਾਂ ਨੇ ਸਾਰਿਆਂ ਦਾ ਧੰਨਵਾਦ ਕੀਤਾ। ਇਸ ਮੌਕੇ ਹਾਜ਼ਰ ਸ਼ਖਸੀਅਤਾਂ ਨੇ ਆਪਣੇ ਵਿਚਾਰ ਸਾਂਝੇ ਕੀਤੇ ਅਤੇ ਆਉਣ ਵਾਲੇ ਪ੍ਰੋਗਰਾਮਾਂ ਬਾਰੇ ਜਾਣਕਾਰੀ ਦਿੱਤੀ। ਪਿੰਡ ਵਾਸੀਆਂ ਨੇ ਸਰਕਾਰ ਤੋਂ ਮੰਗ ਕੀਤੀ ਕਿ ਮਸਲਿਆਂ ਦਾ ਜਲਦ ਹੱਲ ਕੀਤਾ ਜਾਵੇ।	[196, 98, 246, 207]
rakhi-photo	[52, 612, 102, 658]
event-advertisement	[350, 48, 498, 132]
story-5-body-col3: ਸ੍ਰੀ ਮੁਕਤਸਰ ਸਾਹਿਬ ਪੰਜਾਬ ਦਾ ਖੁਲਾਸਾ ਸਮਾਗਮ ਦੌਰਾਨ ਵਿਦਿਆਰਥੀਆਂ ਅਤੇ ਅਧਿਆਪਕਾਂ ਨੇ ਵੱਡੀ ਗਿਣਤੀ ਵਿੱਚ ਹਿੱਸਾ ਲਿਆ ਅਤੇ ਪ੍ਰਬੰਧਕਾਂ ਨੇ ਸਾਰਿਆਂ ਦਾ ਧੰਨਵਾਦ ਕੀਤਾ। ਇਸ ਮੌਕੇ ਹਾਜ਼ਰ ਸ਼ਖਸੀਅਤਾਂ ਨੇ ਆਪਣੇ ਵਿਚਾਰ ਸਾਂਝੇ ਕੀਤੇ ਅਤੇ ਆਉਣ ਵਾਲੇ ਪ੍ਰੋਗਰਾਮਾਂ ਬਾਰੇ ਜਾਣਕਾਰੀ ਦਿੱਤੀ। ਪਿੰਡ ਵਾਸੀਆਂ ਨੇ ਸਰਕਾਰ ਤੋਂ ਮੰਗ ਕੀਤੀ ਕਿ ਮਸਲਿਆਂ ਦਾ ਜਲਦ ਹੱਲ ਕੀਤਾ ਜਾਵੇ। ਸ੍ਰੀ ਮੁਕਤਸਰ ਸਾਹਿਬ ਪੰਜਾਬ ਦਾ ਖੁਲਾਸਾ ਸਮਾਗਮ ਦੌਰਾਨ ਵਿਦਿਆਰਥੀਆਂ ਅਤੇ ਅਧਿਆਪਕਾਂ ਨੇ ਵੱਡੀ ਗਿਣਤੀ ਵਿੱਚ ਹਿੱਸਾ ਲਿਆ ਅਤੇ ਪ੍ਰਬੰਧਕਾਂ ਨੇ ਸਾਰਿਆਂ ਦਾ ਧੰਨਵਾਦ ਕੀਤਾ। ਇਸ ਮੌਕੇ ਹਾਜ਼ਰ ਸ਼ਖਸੀਅਤਾਂ ਨੇ ਆਪਣੇ ਵਿਚਾਰ ਸਾਂਝੇ ਕੀਤੇ ਅਤੇ ਆਉਣ ਵਾਲੇ ਪ੍ਰੋਗਰਾਮਾਂ ਬਾਰੇ ਜਾਣਕਾਰੀ ਦਿੱਤੀ। ਪਿੰਡ ਵਾਸੀਆਂ ਨੇ ਸਰਕਾਰ ਤੋਂ ਮੰਗ ਕੀਤੀ ਕਿ ਮਸਲਿਆਂ ਦਾ ਜਲਦ ਹੱਲ ਕੀਤਾ ਜਾਵੇ।	[106, 612, 188, 674]
families-photo	[4, 428, 104, 474]
story-4-byline: ਪੰਜਾਬ ਦਾ ਖੁਲਾਸਾ	[4, 479, 33, 484]
accused-photo-1	[196, 640, 252, 694]
story-1-headline: ਰੋਲ ਕੱਢ ਵੈਕਟਰੀ , ਕਪੂਰਥਲਾ ਵਿੱਚ ਰਾਸ਼ਟਰੀ ਖੇਡ ਦਿਵਸ ਬੜੇ ਉਤਸ਼ਾਹ ਅਤੇ ਖੇਡ ਭਾਵਨਾ ਨਾਲ ਮਨਾਇਆ	[4, 26, 182, 43]
story-3-body-col2: ਸ੍ਰੀ ਮੁਕਤਸਰ ਸਾਹਿਬ ਪੰਜਾਬ ਦਾ ਖੁਲਾਸਾ ਸਮਾਗਮ ਦੌਰਾਨ ਵਿਦਿਆਰਥੀਆਂ ਅਤੇ ਅਧਿਆਪਕਾਂ ਨੇ ਵੱਡੀ ਗਿਣਤੀ ਵਿੱਚ ਹਿੱਸਾ ਲਿਆ ਅਤੇ ਪ੍ਰਬੰਧਕਾਂ ਨੇ ਸਾਰਿਆਂ ਦਾ ਧੰਨਵਾਦ ਕੀਤਾ। ਇਸ ਮੌਕੇ ਹਾਜ਼ਰ ਸ਼ਖਸੀਅਤਾਂ ਨੇ ਆਪਣੇ ਵਿਚਾਰ ਸਾਂਝੇ ਕੀਤੇ ਅਤੇ ਆਉਣ ਵਾਲੇ ਪ੍ਰੋਗਰਾਮਾਂ ਬਾਰੇ ਜਾਣਕਾਰੀ ਦਿੱਤੀ। ਪਿੰਡ ਵਾਸੀਆਂ ਨੇ ਸਰਕਾਰ ਤੋਂ ਮੰਗ ਕੀਤੀ ਕਿ ਮਸਲਿਆਂ ਦਾ ਜਲਦ ਹੱਲ ਕੀਤਾ ਜਾਵੇ। ਸ੍ਰੀ ਮੁਕਤਸਰ ਸਾਹਿਬ ਪੰਜਾਬ ਦਾ ਖੁਲਾਸਾ ਸਮਾਗਮ ਦੌਰਾਨ ਵਿਦਿਆਰਥੀਆਂ ਅਤੇ ਅਧਿਆਪਕਾਂ ਨੇ ਵੱਡੀ ਗਿਣਤੀ ਵਿੱਚ ਹਿੱਸਾ ਲਿਆ ਅਤੇ ਪ੍ਰਬੰਧਕਾਂ ਨੇ ਸਾਰਿਆਂ ਦਾ ਧੰਨਵਾਦ ਕੀਤਾ। ਇਸ ਮੌਕੇ ਹਾਜ਼ਰ ਸ਼ਖਸੀਅਤਾਂ ਨੇ ਆਪਣੇ ਵਿਚਾਰ ਸਾਂਝੇ ਕੀਤੇ ਅਤੇ ਆਉਣ ਵਾਲੇ ਪ੍ਰੋਗਰਾਮਾਂ ਬਾਰੇ ਜਾਣਕਾਰੀ ਦਿੱਤੀ। ਪਿੰਡ ਵਾਸੀਆਂ ਨੇ ਸਰਕਾਰ ਤੋਂ ਮੰਗ ਕੀਤੀ ਕਿ ਮਸਲਿਆਂ ਦਾ ਜਲਦ ਹੱਲ ਕੀਤਾ ਜਾਵੇ।	[70, 243, 126, 336]
story-4-body-col2: ਸ੍ਰੀ ਮੁਕਤਸਰ ਸਾਹਿਬ ਪੰਜਾਬ ਦਾ ਖੁਲਾਸਾ ਸਮਾਗਮ ਦੌਰਾਨ ਵਿਦਿਆਰਥੀਆਂ ਅਤੇ ਅਧਿਆਪਕਾਂ ਨੇ ਵੱਡੀ ਗਿਣਤੀ ਵਿੱਚ ਹਿੱਸਾ ਲਿਆ ਅਤੇ ਪ੍ਰਬੰਧਕਾਂ ਨੇ ਸਾਰਿਆਂ ਦਾ ਧੰਨਵਾਦ ਕੀਤਾ। ਇਸ ਮੌਕੇ ਹਾਜ਼ਰ ਸ਼ਖਸੀਅਤਾਂ ਨੇ ਆਪਣੇ ਵਿਚਾਰ ਸਾਂਝੇ ਕੀਤੇ ਅਤੇ ਆਉਣ ਵਾਲੇ ਪ੍ਰੋਗਰਾਮਾਂ ਬਾਰੇ ਜਾਣਕਾਰੀ ਦਿੱਤੀ। ਪਿੰਡ ਵਾਸੀਆਂ ਨੇ ਸਰਕਾਰ ਤੋਂ ਮੰਗ ਕੀਤੀ ਕਿ ਮਸਲਿਆਂ ਦਾ ਜਲਦ ਹੱਲ ਕੀਤਾ ਜਾਵੇ। ਸ੍ਰੀ ਮੁਕਤਸਰ ਸਾਹਿਬ ਪੰਜਾਬ ਦਾ ਖੁਲਾਸਾ ਸਮਾਗਮ ਦੌਰਾਨ ਵਿਦਿਆਰਥੀਆਂ ਅਤੇ ਅਧਿਆਪਕਾਂ ਨੇ ਵੱਡੀ ਗਿਣਤੀ ਵਿੱਚ ਹਿੱਸਾ ਲਿਆ ਅਤੇ ਪ੍ਰਬੰਧਕਾਂ ਨੇ ਸਾਰਿਆਂ ਦਾ ਧੰਨਵਾਦ ਕੀਤਾ। ਇਸ ਮੌਕੇ ਹਾਜ਼ਰ ਸ਼ਖਸੀਅਤਾਂ ਨੇ ਆਪਣੇ ਵਿਚਾਰ ਸਾਂਝੇ ਕੀਤੇ ਅਤੇ ਆਉਣ ਵਾਲੇ ਪ੍ਰੋਗਰਾਮਾਂ ਬਾਰੇ ਜਾਣਕਾਰੀ ਦਿੱਤੀ। ਪਿੰਡ ਵਾਸੀਆਂ ਨੇ ਸਰਕਾਰ ਤੋਂ ਮੰਗ ਕੀਤੀ ਕਿ ਮਸਲਿਆਂ ਦਾ ਜਲਦ ਹੱਲ ਕੀਤਾ ਜਾਵੇ।	[4, 485, 104, 536]
ad-contact: ਸਮੂਹ ਸੰਗਤ	[437, 113, 459, 119]
story-3-body: ਸ੍ਰੀ ਮੁਕਤਸਰ ਸਾਹਿਬ ਪੰਜਾਬ ਦਾ ਖੁਲਾਸਾ ਸਮਾਗਮ ਦੌਰਾਨ ਵਿਦਿਆਰਥੀਆਂ ਅਤੇ ਅਧਿਆਪਕਾਂ ਨੇ ਵੱਡੀ ਗਿਣਤੀ ਵਿੱਚ ਹਿੱਸਾ ਲਿਆ ਅਤੇ ਪ੍ਰਬੰਧਕਾਂ ਨੇ ਸਾਰਿਆਂ ਦਾ ਧੰਨਵਾਦ ਕੀਤਾ। ਇਸ ਮੌਕੇ ਹਾਜ਼ਰ ਸ਼ਖਸੀਅਤਾਂ ਨੇ ਆਪਣੇ ਵਿਚਾਰ ਸਾਂਝੇ ਕੀਤੇ ਅਤੇ ਆਉਣ ਵਾਲੇ ਪ੍ਰੋਗਰਾਮਾਂ ਬਾਰੇ ਜਾਣਕਾਰੀ ਦਿੱਤੀ। ਪਿੰਡ ਵਾਸੀਆਂ ਨੇ ਸਰਕਾਰ ਤੋਂ ਮੰਗ ਕੀਤੀ ਕਿ ਮਸਲਿਆਂ ਦਾ ਜਲਦ ਹੱਲ ਕੀਤਾ ਜਾਵੇ। ਸ੍ਰੀ ਮੁਕਤਸਰ ਸਾਹਿਬ ਪੰਜਾਬ ਦਾ ਖੁਲਾਸਾ ਸਮਾਗਮ ਦੌਰਾਨ ਵਿਦਿਆਰਥੀਆਂ ਅਤੇ ਅਧਿਆਪਕਾਂ ਨੇ ਵੱਡੀ ਗਿਣਤੀ ਵਿੱਚ ਹਿੱਸਾ ਲਿਆ ਅਤੇ ਪ੍ਰਬੰਧਕਾਂ ਨੇ ਸਾਰਿਆਂ ਦਾ ਧੰਨਵਾਦ ਕੀਤਾ। ਇਸ ਮੌਕੇ ਹਾਜ਼ਰ ਸ਼ਖਸੀਅਤਾਂ ਨੇ ਆਪਣੇ ਵਿਚਾਰ ਸਾਂਝੇ ਕੀਤੇ ਅਤੇ ਆਉਣ ਵਾਲੇ ਪ੍ਰੋਗਰਾਮਾਂ ਬਾਰੇ ਜਾਣਕਾਰੀ ਦਿੱਤੀ। ਪਿੰਡ ਵਾਸੀਆਂ ਨੇ ਸਰਕਾਰ ਤੋਂ ਮੰਗ ਕੀਤੀ ਕਿ ਮਸਲਿਆਂ ਦਾ ਜਲਦ ਹੱਲ ਕੀਤਾ ਜਾਵੇ।	[4, 284, 65, 367]
chief-minister-photo	[252, 290, 334, 340]
story-9-headline: ਭਰਾਂ ਦੀ ਲੰਬੀ ਉਮਰ ਦੀ ਭੈਣਾਂ ਨੇ ਕੀਤੀ ਕਾਮਨਾ	[412, 605, 494, 619]
story-1-body-col3: ਸ੍ਰੀ ਮੁਕਤਸਰ ਸਾਹਿਬ ਪੰਜਾਬ ਦਾ ਖੁਲਾਸਾ ਸਮਾਗਮ ਦੌਰਾਨ ਵਿਦਿਆਰਥੀਆਂ ਅਤੇ ਅਧਿਆਪਕਾਂ ਨੇ ਵੱਡੀ ਗਿਣਤੀ ਵਿੱਚ ਹਿੱਸਾ ਲਿਆ ਅਤੇ ਪ੍ਰਬੰਧਕਾਂ ਨੇ ਸਾਰਿਆਂ ਦਾ ਧੰਨਵਾਦ ਕੀਤਾ। ਇਸ ਮੌਕੇ ਹਾਜ਼ਰ ਸ਼ਖਸੀਅਤਾਂ ਨੇ ਆਪਣੇ ਵਿਚਾਰ ਸਾਂਝੇ ਕੀਤੇ ਅਤੇ ਆਉਣ ਵਾਲੇ ਪ੍ਰੋਗਰਾਮਾਂ ਬਾਰੇ ਜਾਣਕਾਰੀ ਦਿੱਤੀ। ਪਿੰਡ ਵਾਸੀਆਂ ਨੇ ਸਰਕਾਰ ਤੋਂ ਮੰਗ ਕੀਤੀ ਕਿ ਮਸਲਿਆਂ ਦਾ ਜਲਦ ਹੱਲ ਕੀਤਾ ਜਾਵੇ। ਸ੍ਰੀ ਮੁਕਤਸਰ ਸਾਹਿਬ ਪੰਜਾਬ ਦਾ ਖੁਲਾਸਾ ਸਮਾਗਮ ਦੌਰਾਨ ਵਿਦਿਆਰਥੀਆਂ ਅਤੇ ਅਧਿਆਪਕਾਂ ਨੇ ਵੱਡੀ ਗਿਣਤੀ ਵਿੱਚ ਹਿੱਸਾ ਲਿਆ ਅਤੇ ਪ੍ਰਬੰਧਕਾਂ ਨੇ ਸਾਰਿਆਂ ਦਾ ਧੰਨਵਾਦ ਕੀਤਾ। ਇਸ ਮੌਕੇ ਹਾਜ਼ਰ ਸ਼ਖਸੀਅਤਾਂ ਨੇ ਆਪਣੇ ਵਿਚਾਰ ਸਾਂਝੇ ਕੀਤੇ ਅਤੇ ਆਉਣ ਵਾਲੇ ਪ੍ਰੋਗਰਾਮਾਂ ਬਾਰੇ ਜਾਣਕਾਰੀ ਦਿੱਤੀ। ਪਿੰਡ ਵਾਸੀਆਂ ਨੇ ਸਰਕਾਰ ਤੋਂ ਮੰਗ ਕੀਤੀ ਕਿ ਮਸਲਿਆਂ ਦਾ ਜਲਦ ਹੱਲ ਕੀਤਾ ਜਾਵੇ।	[112, 96, 188, 168]
ad-line2: ਸ੍ਰੀ ਮੁਕਤਸਰ ਸਾਹਿਬ ਜੀ ਤੇ ਪਹੁ	[353, 81, 495, 91]
ad-line1: ਵੱਡੀ ਲਿੱਖਾਂ ਦਾ ਨਿਨਾਰਾਂ/ਐਵੇਂਜ ਵਲੋਂ	[393, 52, 455, 58]
ad-photo	[355, 95, 399, 127]
story-1-body-col2: ਸ੍ਰੀ ਮੁਕਤਸਰ ਸਾਹਿਬ ਪੰਜਾਬ ਦਾ ਖੁਲਾਸਾ ਸਮਾਗਮ ਦੌਰਾਨ ਵਿਦਿਆਰਥੀਆਂ ਅਤੇ ਅਧਿਆਪਕਾਂ ਨੇ ਵੱਡੀ ਗਿਣਤੀ ਵਿੱਚ ਹਿੱਸਾ ਲਿਆ ਅਤੇ ਪ੍ਰਬੰਧਕਾਂ ਨੇ ਸਾਰਿਆਂ ਦਾ ਧੰਨਵਾਦ ਕੀਤਾ। ਇਸ ਮੌਕੇ ਹਾਜ਼ਰ ਸ਼ਖਸੀਅਤਾਂ ਨੇ ਆਪਣੇ ਵਿਚਾਰ ਸਾਂਝੇ ਕੀਤੇ ਅਤੇ ਆਉਣ ਵਾਲੇ ਪ੍ਰੋਗਰਾਮਾਂ ਬਾਰੇ ਜਾਣਕਾਰੀ ਦਿੱਤੀ। ਪਿੰਡ ਵਾਸੀਆਂ ਨੇ ਸਰਕਾਰ ਤੋਂ ਮੰਗ ਕੀਤੀ ਕਿ ਮਸਲਿਆਂ ਦਾ ਜਲਦ ਹੱਲ ਕੀਤਾ ਜਾਵੇ। ਸ੍ਰੀ ਮੁਕਤਸਰ ਸਾਹਿਬ ਪੰਜਾਬ ਦਾ ਖੁਲਾਸਾ ਸਮਾਗਮ ਦੌਰਾਨ ਵਿਦਿਆਰਥੀਆਂ ਅਤੇ ਅਧਿਆਪਕਾਂ ਨੇ ਵੱਡੀ ਗਿਣਤੀ ਵਿੱਚ ਹਿੱਸਾ ਲਿਆ ਅਤੇ ਪ੍ਰਬੰਧਕਾਂ ਨੇ ਸਾਰਿਆਂ ਦਾ ਧੰਨਵਾਦ ਕੀਤਾ। ਇਸ ਮੌਕੇ ਹਾਜ਼ਰ ਸ਼ਖਸੀਅਤਾਂ ਨੇ ਆਪਣੇ ਵਿਚਾਰ ਸਾਂਝੇ ਕੀਤੇ ਅਤੇ ਆਉਣ ਵਾਲੇ ਪ੍ਰੋਗਰਾਮਾਂ ਬਾਰੇ ਜਾਣਕਾਰੀ ਦਿੱਤੀ। ਪਿੰਡ ਵਾਸੀਆਂ ਨੇ ਸਰਕਾਰ ਤੋਂ ਮੰਗ ਕੀਤੀ ਕਿ ਮਸਲਿਆਂ ਦਾ ਜਲਦ ਹੱਲ ਕੀਤਾ ਜਾਵੇ।	[60, 52, 108, 161]
edition-date: ਸ਼ਨੀਵਾਰ 29 ਮਾਰਚ 2026	[425, 6, 496, 14]
teachers-group-photo	[256, 436, 406, 494]
story-3-headline: 2 ਸਤੰਬਰ ਨੂੰ ਗੁਰਦੁਆਰਾ ਤਖਤ ਛੇਟ ਜੀ ਸਿੱਧ ਸੋਹਲ ਵਿਖੇ ਕਰਵਾਏ ਜਾਣਗੇ ਧੀਆਂ ਦੇ ਧਾਰਮਿਕ ਮੁਕਾਬਲੇ- ਭਾਈ ਸਤਿਕਾਰ ਸਿੰਘ ਬੋਲਾ	[4, 209, 175, 225]
story-9-body: ਸ੍ਰੀ ਮੁਕਤਸਰ ਸਾਹਿਬ ਪੰਜਾਬ ਦਾ ਖੁਲਾਸਾ ਸਮਾਗਮ ਦੌਰਾਨ ਵਿਦਿਆਰਥੀਆਂ ਅਤੇ ਅਧਿਆਪਕਾਂ ਨੇ ਵੱਡੀ ਗਿਣਤੀ ਵਿੱਚ ਹਿੱਸਾ ਲਿਆ ਅਤੇ ਪ੍ਰਬੰਧਕਾਂ ਨੇ ਸਾਰਿਆਂ ਦਾ ਧੰਨਵਾਦ ਕੀਤਾ। ਇਸ ਮੌਕੇ ਹਾਜ਼ਰ ਸ਼ਖਸੀਅਤਾਂ ਨੇ ਆਪਣੇ ਵਿਚਾਰ ਸਾਂਝੇ ਕੀਤੇ ਅਤੇ ਆਉਣ ਵਾਲੇ ਪ੍ਰੋਗਰਾਮਾਂ ਬਾਰੇ ਜਾਣਕਾਰੀ ਦਿੱਤੀ। ਪਿੰਡ ਵਾਸੀਆਂ ਨੇ ਸਰਕਾਰ ਤੋਂ ਮੰਗ ਕੀਤੀ ਕਿ ਮਸਲਿਆਂ ਦਾ ਜਲਦ ਹੱਲ ਕੀਤਾ ਜਾਵੇ। ਸ੍ਰੀ ਮੁਕਤਸਰ ਸਾਹਿਬ ਪੰਜਾਬ ਦਾ ਖੁਲਾਸਾ ਸਮਾਗਮ ਦੌਰਾਨ ਵਿਦਿਆਰਥੀਆਂ ਅਤੇ ਅਧਿਆਪਕਾਂ ਨੇ ਵੱਡੀ ਗਿਣਤੀ ਵਿੱਚ ਹਿੱਸਾ ਲਿਆ ਅਤੇ ਪ੍ਰਬੰਧਕਾਂ ਨੇ ਸਾਰਿਆਂ ਦਾ ਧੰਨਵਾਦ ਕੀਤਾ। ਇਸ ਮੌਕੇ ਹਾਜ਼ਰ ਸ਼ਖਸੀਅਤਾਂ ਨੇ ਆਪਣੇ ਵਿਚਾਰ ਸਾਂਝੇ ਕੀਤੇ ਅਤੇ ਆਉਣ ਵਾਲੇ ਪ੍ਰੋਗਰਾਮਾਂ ਬਾਰੇ ਜਾਣਕਾਰੀ ਦਿੱਤੀ। ਪਿੰਡ ਵਾਸੀਆਂ ਨੇ ਸਰਕਾਰ ਤੋਂ ਮੰਗ ਕੀਤੀ ਕਿ ਮਸਲਿਆਂ ਦਾ ਜਲਦ	[410, 678, 496, 734]
story-8-headline: ਸ੍ਰੀ ਮੁਕਤਸਰ ਸਾਹਿਬ ਪੁਲਿਸ ਵੱਲੋਂ ਦੋ ਪੀ.ਓ. ਭਗੌੜੇ ਮੁਲਜ਼ਮ ਕਾਬੂ	[207, 610, 395, 619]
column-rule	[192, 26, 193, 736]
story-2-body-col4: ਸ੍ਰੀ ਮੁਕਤਸਰ ਸਾਹਿਬ ਪੰਜਾਬ ਦਾ ਖੁਲਾਸਾ ਸਮਾਗਮ ਦੌਰਾਨ ਵਿਦਿਆਰਥੀਆਂ ਅਤੇ ਅਧਿਆਪਕਾਂ ਨੇ ਵੱਡੀ ਗਿਣਤੀ ਵਿੱਚ ਹਿੱਸਾ ਲਿਆ ਅਤੇ ਪ੍ਰਬੰਧਕਾਂ ਨੇ ਸਾਰਿਆਂ ਦਾ ਧੰਨਵਾਦ ਕੀਤਾ। ਇਸ ਮੌਕੇ ਹਾਜ਼ਰ ਸ਼ਖਸੀਅਤਾਂ ਨੇ ਆਪਣੇ ਵਿਚਾਰ ਸਾਂਝੇ ਕੀਤੇ ਅਤੇ ਆਉਣ ਵਾਲੇ ਪ੍ਰੋਗਰਾਮਾਂ ਬਾਰੇ ਜਾਣਕਾਰੀ ਦਿੱਤੀ। ਪਿੰਡ ਵਾਸੀਆਂ ਨੇ ਸਰਕਾਰ ਤੋਂ ਮੰਗ ਕੀਤੀ ਕਿ ਮਸਲਿਆਂ ਦਾ ਜਲਦ ਹੱਲ ਕੀਤਾ ਜਾਵੇ। ਸ੍ਰੀ ਮੁਕਤਸਰ ਸਾਹਿਬ ਪੰਜਾਬ ਦਾ ਖੁਲਾਸਾ ਸਮਾਗਮ ਦੌਰਾਨ ਵਿਦਿਆ	[250, 216, 345, 247]
story-2-body-col3: ਸ੍ਰੀ ਮੁਕਤਸਰ ਸਾਹਿਬ ਪੰਜਾਬ ਦਾ ਖੁਲਾਸਾ ਸਮਾਗਮ ਦੌਰਾਨ ਵਿਦਿਆਰਥੀਆਂ ਅਤੇ ਅਧਿਆਪਕਾਂ ਨੇ ਵੱਡੀ ਗਿਣਤੀ ਵਿੱਚ ਹਿੱਸਾ ਲਿਆ ਅਤੇ ਪ੍ਰਬੰਧਕਾਂ ਨੇ ਸਾਰਿਆਂ ਦਾ ਧੰਨਵਾਦ ਕੀਤਾ। ਇਸ ਮੌਕੇ ਹਾਜ਼ਰ ਸ਼ਖਸੀਅਤਾਂ ਨੇ ਆਪਣੇ ਵਿਚਾਰ ਸਾਂਝੇ ਕੀਤੇ ਅਤੇ ਆਉਣ ਵਾਲੇ ਪ੍ਰੋਗਰਾਮਾਂ ਬਾਰੇ ਜਾਣਕਾਰੀ ਦਿੱਤੀ। ਪਿੰਡ ਵਾਸੀਆਂ ਨੇ ਸਰਕਾਰ ਤੋਂ ਮੰਗ ਕੀਤੀ ਕਿ ਮਸਲਿਆਂ ਦਾ ਜਲਦ ਹੱਲ ਕੀਤਾ ਜਾਵੇ। ਸ੍ਰੀ ਮੁਕਤਸਰ ਸਾਹਿਬ ਪੰਜਾਬ ਦਾ ਖੁਲਾਸਾ ਸਮਾਗਮ ਦੌਰਾਨ ਵਿਦਿਆਰਥੀਆਂ ਅਤੇ ਅਧਿਆਪਕਾਂ ਨੇ ਵੱਡੀ ਗਿਣਤੀ ਵਿੱਚ ਹਿੱਸਾ ਲਿਆ ਅਤੇ ਪ੍ਰਬੰਧਕਾਂ ਨੇ ਸਾਰਿਆਂ ਦਾ ਧੰਨਵਾਦ ਕੀਤਾ। ਇਸ ਮੌਕੇ ਹਾਜ਼ਰ ਸ਼ਖਸੀਅਤਾਂ ਨੇ ਆਪਣੇ ਵਿਚਾਰ ਸਾਂਝੇ ਕੀਤੇ ਅਤੇ ਆਉਣ ਵਾਲੇ ਪ੍ਰੋਗਰਾਮਾਂ ਬਾਰੇ ਜਾਣਕਾਰੀ	[300, 56, 346, 154]
story-3-body-col3: ਸ੍ਰੀ ਮੁਕਤਸਰ ਸਾਹਿਬ ਪੰਜਾਬ ਦਾ ਖੁਲਾਸਾ ਸਮਾਗਮ ਦੌਰਾਨ ਵਿਦਿਆਰਥੀਆਂ ਅਤੇ ਅਧਿਆਪਕਾਂ ਨੇ ਵੱਡੀ ਗਿਣਤੀ ਵਿੱਚ ਹਿੱਸਾ ਲਿਆ ਅਤੇ ਪ੍ਰਬੰਧਕਾਂ ਨੇ ਸਾਰਿਆਂ ਦਾ ਧੰਨਵਾਦ ਕੀਤਾ। ਇਸ ਮੌਕੇ ਹਾਜ਼ਰ ਸ਼ਖਸੀਅਤਾਂ ਨੇ ਆਪਣੇ ਵਿਚਾਰ ਸਾਂਝੇ ਕੀਤੇ ਅਤੇ ਆਉਣ ਵਾਲੇ ਪ੍ਰੋਗਰਾਮਾਂ ਬਾਰੇ ਜਾਣਕਾਰੀ ਦਿੱਤੀ। ਪਿੰਡ ਵਾਸੀਆਂ ਨੇ ਸਰਕਾਰ ਤੋਂ ਮੰਗ ਕੀਤੀ ਕਿ ਮਸਲਿਆਂ ਦਾ ਜਲਦ ਹੱਲ ਕੀਤਾ ਜਾਵੇ। ਸ੍ਰੀ ਮੁਕਤਸਰ ਸਾਹਿਬ ਪੰਜਾਬ ਦਾ ਖੁਲਾਸਾ ਸਮਾਗਮ ਦੌਰਾਨ ਵਿਦਿਆਰਥੀਆਂ ਅਤੇ ਅਧਿਆਪਕਾਂ ਨੇ ਵੱਡੀ ਗਿਣਤੀ ਵਿੱਚ ਹਿੱਸਾ ਲਿਆ ਅਤੇ ਪ੍ਰਬੰਧਕਾਂ ਨੇ ਸਾਰਿਆਂ ਦਾ ਧੰਨਵਾਦ ਕੀਤਾ। ਇਸ ਮੌਕੇ ਹਾਜ਼ਰ ਸ਼ਖਸੀਅਤਾਂ ਨੇ ਆਪਣੇ ਵਿਚਾਰ ਸਾਂਝੇ ਕੀਤੇ ਅਤੇ ਆਉਣ ਵਾਲੇ ਪ੍ਰੋਗਰਾਮਾਂ ਬਾਰੇ ਜਾਣਕਾਰੀ ਦਿੱਤੀ। ਪਿੰਡ ਵਾਸੀਆਂ ਨੇ ਸਰਕਾਰ ਤੋਂ ਮੰਗ ਕੀਤੀ ਕਿ ਮਸਲਿਆਂ ਦਾ ਜਲਦ ਹੱਲ ਕੀਤਾ ਜਾਵੇ।	[130, 243, 188, 336]
story-6-byline: ਪੰਜਾਬ ਦਾ ਖੁਲਾਸਾ	[196, 285, 225, 290]
page-footer: ਸ੍ਰੀ ਮੁਕਤਸਰ ਸਾਹਿਬ	[0, 738, 500, 751]
